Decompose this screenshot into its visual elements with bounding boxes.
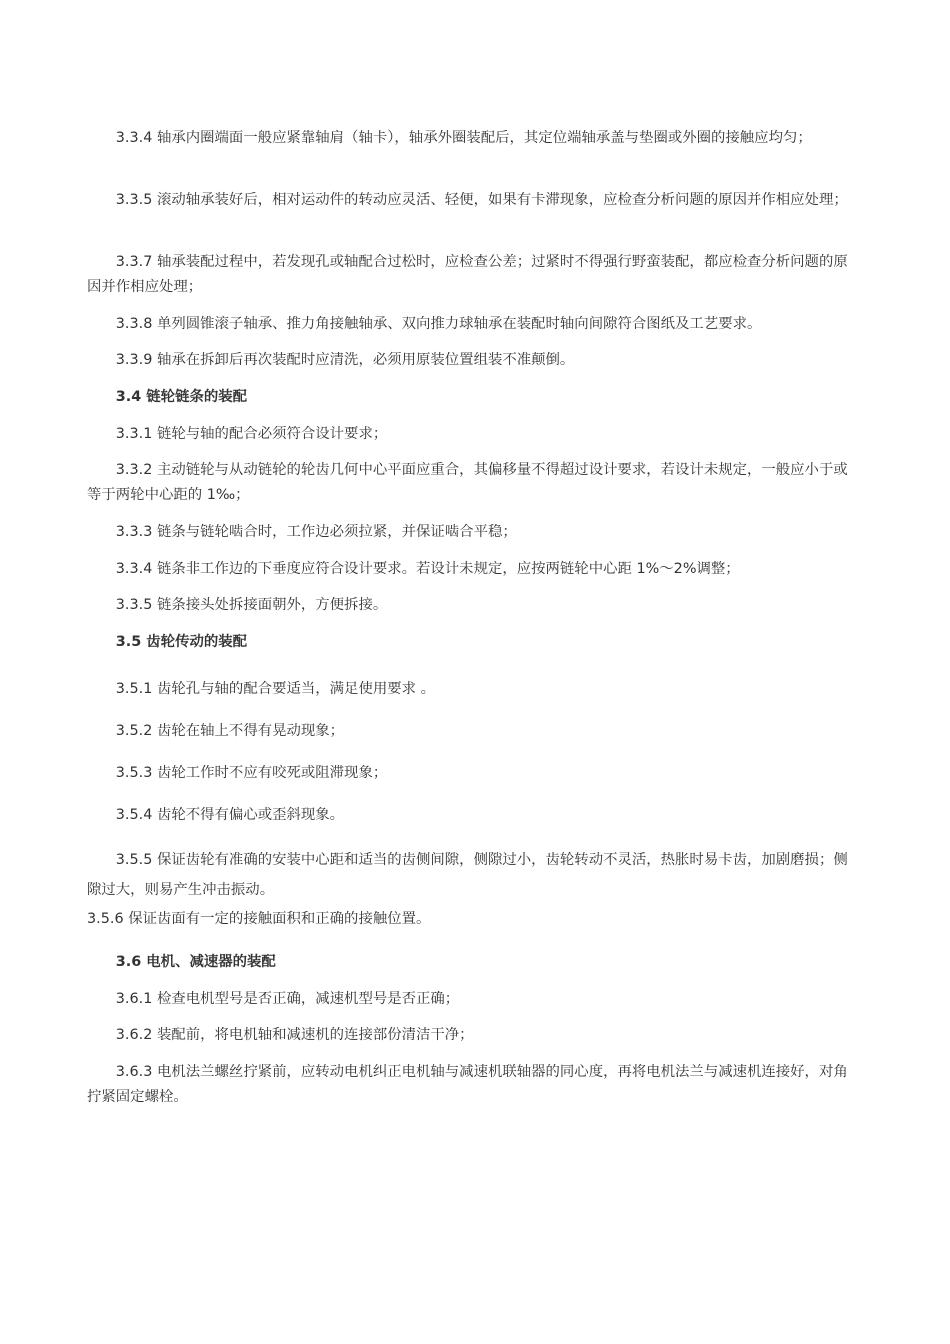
paragraph-3-3-3-chain: 3.3.3 链条与链轮啮合时，工作边必须拉紧，并保证啮合平稳；	[87, 524, 517, 540]
paragraph-3-5-3-gear: 3.5.3 齿轮工作时不应有咬死或阻滞现象；	[87, 765, 388, 781]
paragraph-3-3-7-bearing: 3.3.7 轴承装配过程中，若发现孔或轴配合过松时，应检查公差；过紧时不得强行野蛮装配，都应检查分析问题的原因并作相应处理；	[87, 254, 848, 295]
paragraph-3-5-1-gear: 3.5.1 齿轮孔与轴的配合要适当，满足使用要求 。	[87, 681, 435, 697]
paragraph-3-6-1-motor: 3.6.1 检查电机型号是否正确，减速机型号是否正确；	[87, 991, 460, 1007]
paragraph-3-3-5-chain: 3.3.5 链条接头处拆接面朝外，方便拆接。	[87, 597, 388, 613]
paragraph-3-3-1-chain: 3.3.1 链轮与轴的配合必须符合设计要求；	[87, 426, 388, 442]
paragraph-3-5-6-gear: 3.5.6 保证齿面有一定的接触面积和正确的接触位置。	[87, 911, 431, 927]
paragraph-3-5-4-gear: 3.5.4 齿轮不得有偏心或歪斜现象。	[87, 807, 345, 823]
paragraph-3-6-2-motor: 3.6.2 装配前，将电机轴和减速机的连接部份清洁干净；	[87, 1027, 474, 1043]
paragraph-3-3-9-bearing: 3.3.9 轴承在拆卸后再次装配时应清洗，必须用原装位置组装不准颠倒。	[87, 352, 575, 368]
paragraph-3-5-2-gear: 3.5.2 齿轮在轴上不得有晃动现象；	[87, 723, 345, 739]
section-heading-3-4: 3.4 链轮链条的装配	[87, 389, 248, 405]
paragraph-3-5-5-gear: 3.5.5 保证齿轮有准确的安装中心距和适当的齿侧间隙，侧隙过小，齿轮转动不灵活，热胀时易卡齿，加剧磨损；侧隙过大，则易产生冲击振动。	[87, 852, 848, 898]
paragraph-3-3-4-bearing: 3.3.4 轴承内圈端面一般应紧靠轴肩（轴卡），轴承外圈装配后，其定位端轴承盖与垫圈或外圈的接触应均匀；	[87, 130, 812, 146]
paragraph-3-3-2-chain: 3.3.2 主动链轮与从动链轮的轮齿几何中心平面应重合，其偏移量不得超过设计要求，若设计未规定，一般应小于或等于两轮中心距的 1‰；	[87, 462, 848, 503]
paragraph-3-3-5-bearing: 3.3.5 滚动轴承装好后，相对运动件的转动应灵活、轻便，如果有卡滞现象，应检查分析问题的原因并作相应处理；	[87, 192, 848, 208]
section-heading-3-5: 3.5 齿轮传动的装配	[87, 634, 248, 650]
paragraph-3-3-8-bearing: 3.3.8 单列圆锥滚子轴承、推力角接触轴承、双向推力球轴承在装配时轴向间隙符合图纸及工艺要求。	[87, 316, 762, 332]
paragraph-3-3-4-chain: 3.3.4 链条非工作边的下垂度应符合设计要求。若设计未规定，应按两链轮中心距 1%～2%调整；	[87, 561, 740, 577]
section-heading-3-6: 3.6 电机、减速器的装配	[87, 954, 276, 970]
paragraph-3-6-3-motor: 3.6.3 电机法兰螺丝拧紧前，应转动电机纠正电机轴与减速机联轴器的同心度，再将电机法兰与减速机连接好，对角拧紧固定螺栓。	[87, 1064, 848, 1105]
